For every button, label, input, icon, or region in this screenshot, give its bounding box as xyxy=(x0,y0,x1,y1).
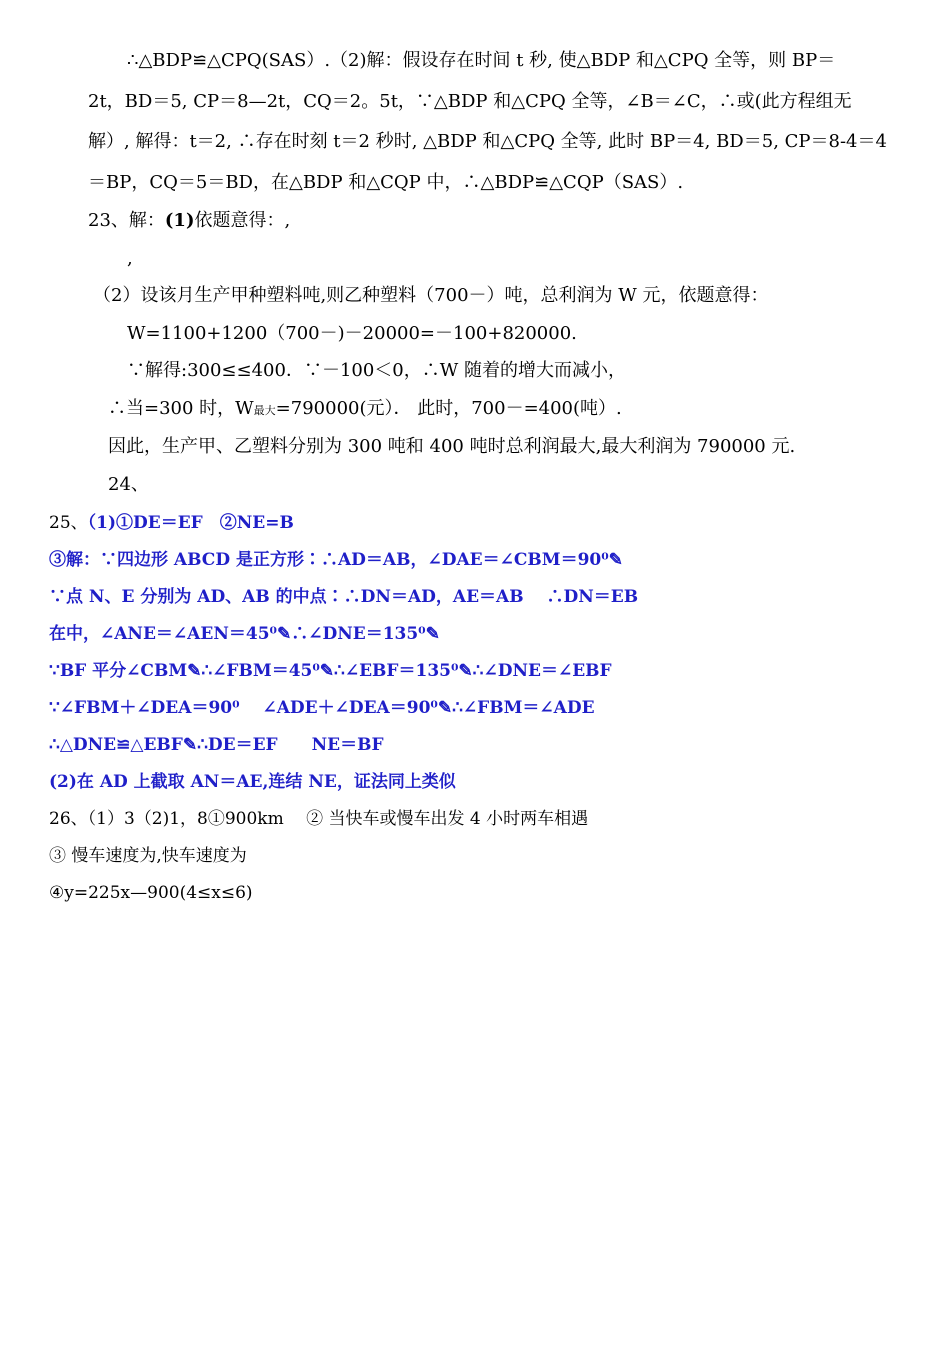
line-q25-3b: ∵点 N、E 分别为 AD、AB 的中点∶∴DN＝AD，AE＝AB ∴DN＝EB xyxy=(49,587,639,607)
line-q25-heading xyxy=(49,510,294,536)
line-q24: 24、 xyxy=(108,474,149,495)
line-q23-comma: , xyxy=(127,248,133,269)
q25-prefix: 25、 xyxy=(49,513,88,533)
line-q23-conclusion: 因此，生产甲、乙塑料分别为 300 吨和 400 吨时总利润最大,最大利润为 790000 元. xyxy=(108,436,796,457)
line-q26-c: ④y=225x—900(4≤x≤6) xyxy=(49,883,253,903)
line-q23-heading xyxy=(88,208,290,234)
line-q25-3a: ③解：∵四边形 ABCD 是正方形∶∴AD＝AB，∠DAE＝∠CBM＝90⁰✎ xyxy=(49,550,623,570)
line-q23-part2: （2）设该月生产甲种塑料吨,则乙种塑料（700－）吨，总利润为 W 元，依题意得： xyxy=(93,285,769,306)
line-q25-3f: ∴△DNE≌△EBF✎∴DE＝EF NE＝BF xyxy=(49,735,384,755)
line-q25-3d: ∵BF 平分∠CBM✎∴∠FBM＝45⁰✎∴∠EBF＝135⁰✎∴∠DNE＝∠EBF xyxy=(49,661,612,681)
line-proof-22-d: ＝BP，CQ＝5＝BD，在△BDP 和△CQP 中，∴△BDP≌△CQP（SAS）. xyxy=(88,172,684,193)
q23-prefix: 23、解： xyxy=(88,210,165,231)
q23-max-sub: 最大 xyxy=(253,404,276,417)
line-q26-a: 26、（1）3（2)1，8①900km ② 当快车或慢车出发 4 小时两车相遇 xyxy=(49,809,589,829)
q25-part1: （1)①DE＝EF ②NE=B xyxy=(87,513,294,533)
line-proof-22-b: 2t，BD＝5, CP＝8—2t，CQ＝2。5t，∵△BDP 和△CPQ 全等，∠B＝∠C，∴或(此方程组无 xyxy=(88,91,852,112)
line-q26-b: ③ 慢车速度为,快车速度为 xyxy=(49,846,247,866)
line-proof-22-c: 解）, 解得：t＝2, ∴存在时刻 t＝2 秒时, △BDP 和△CPQ 全等, 此时 BP＝4, BD＝5, CP＝8-4＝4 xyxy=(88,131,887,152)
line-q25-part2: (2)在 AD 上截取 AN＝AE,连结 NE，证法同上类似 xyxy=(49,772,456,792)
line-q23-inequality: ∵解得:300≤≤400．∵－100＜0，∴W 随着的增大而减小， xyxy=(127,360,626,381)
line-q23-equation: W=1100+1200（700－)－20000=－100+820000. xyxy=(127,323,577,344)
q23-max-post: =790000(元）． 此时，700－=400(吨）. xyxy=(275,398,622,419)
q23-text: 依题意得：, xyxy=(194,210,291,231)
line-q23-max xyxy=(108,396,622,424)
q23-max-pre: ∴当=300 时，W xyxy=(108,398,254,419)
q23-part1: (1) xyxy=(164,210,195,231)
line-proof-22-a: ∴△BDP≌△CPQ(SAS）.（2)解：假设存在时间 t 秒, 使△BDP 和△CPQ 全等，则 BP＝ xyxy=(127,50,836,71)
line-q25-3c: 在中，∠ANE＝∠AEN＝45⁰✎∴∠DNE＝135⁰✎ xyxy=(49,624,440,644)
line-q25-3e: ∵∠FBM＋∠DEA＝90⁰ ∠ADE＋∠DEA＝90⁰✎∴∠FBM＝∠ADE xyxy=(49,698,595,718)
